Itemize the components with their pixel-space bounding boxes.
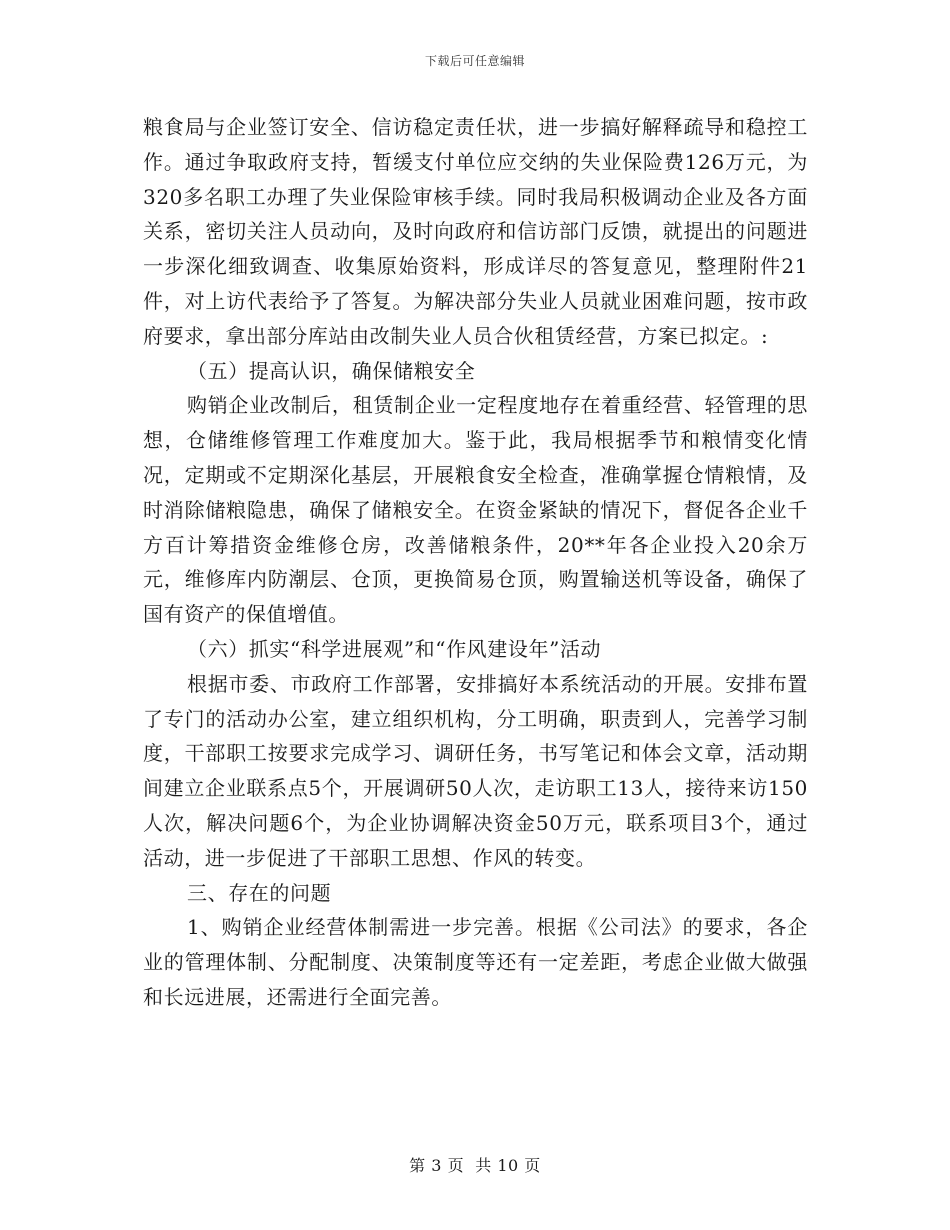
paragraph-activities: 根据市委、市政府工作部署，安排搞好本系统活动的开展。安排布置了专门的活动办公室，建立组织机构，分工明确，职责到人，完善学习制度，干部职工按要求完成学习、调研任务，书写笔记和体会文章，活动期间建立企业联系点5个，开展调研50人次，走访职工13人，接待来访150人次，解决问题6个，为企业协调解决资金50万元，联系项目3个，通过活动，进一步促进了干部职工思想、作风的转变。 bbox=[143, 671, 808, 870]
footer-middle: 页 共 bbox=[447, 1156, 492, 1175]
page-header: 下载后可任意编辑 bbox=[424, 54, 525, 68]
footer-total-pages: 10 bbox=[497, 1156, 519, 1175]
footer-page-number: 3 bbox=[431, 1156, 442, 1175]
paragraph-problem-1: 1、购销企业经营体制需进一步完善。根据《公司法》的要求，各企业的管理体制、分配制度、决策制度等还有一定差距，考虑企业做大做强和长远进展，还需进行全面完善。 bbox=[143, 915, 808, 1009]
section-heading-grain-safety: （五）提高认识，确保储粮安全 bbox=[187, 358, 476, 383]
paragraph-stability-work: 粮食局与企业签订安全、信访稳定责任状，进一步搞好解释疏导和稳控工作。通过争取政府支持，暂缓支付单位应交纳的失业保险费126万元，为320多名职工办理了失业保险审核手续。同时我局积极调动企业及各方面关系，密切关注人员动向，及时向政府和信访部门反馈，就提出的问题进一步深化细致调查、收集原始资料，形成详尽的答复意见，整理附件21件，对上访代表给予了答复。为解决部分失业人员就业困难问题，按市政府要求，拿出部分库站由改制失业人员合伙租赁经营，方案已拟定。: bbox=[143, 115, 808, 348]
document-body bbox=[143, 110, 808, 1015]
section-heading-problems: 三、存在的问题 bbox=[187, 880, 332, 905]
footer-suffix: 页 bbox=[524, 1156, 541, 1175]
page-footer bbox=[0, 1153, 950, 1176]
paragraph-grain-safety: 购销企业改制后，租赁制企业一定程度地存在着重经营、轻管理的思想，仓储维修管理工作难度加大。鉴于此，我局根据季节和粮情变化情况，定期或不定期深化基层，开展粮食安全检查，准确掌握仓情粮情，及时消除储粮隐患，确保了储粮安全。在资金紧缺的情况下，督促各企业千方百计筹措资金维修仓房，改善储粮条件，20**年各企业投入20余万元，维修库内防潮层、仓顶，更换简易仓顶，购置输送机等设备，确保了国有资产的保值增值。 bbox=[143, 393, 808, 627]
footer-prefix: 第 bbox=[409, 1156, 426, 1175]
section-heading-activities: （六）抓实“科学进展观”和“作风建设年”活动 bbox=[187, 636, 602, 661]
